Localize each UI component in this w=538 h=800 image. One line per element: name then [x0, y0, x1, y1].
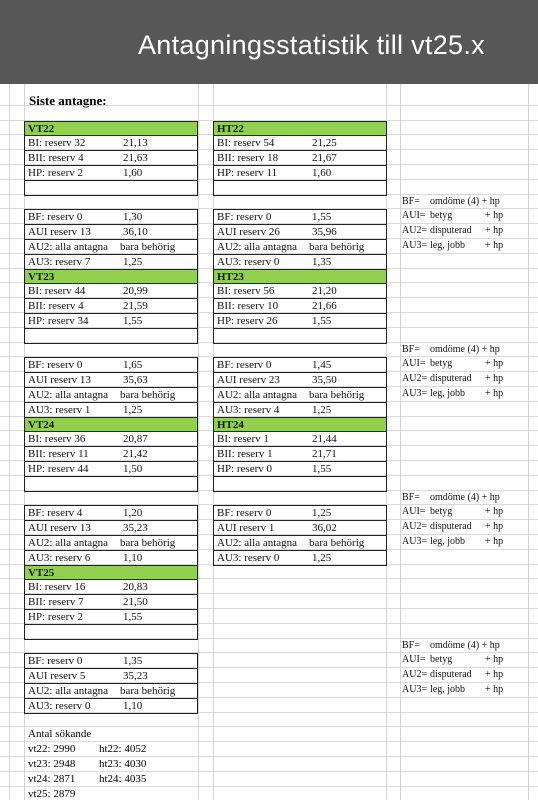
row-value: 35,63 — [123, 374, 148, 387]
term-name: HT22 — [217, 122, 244, 135]
row-label: BII: reserv 1 — [217, 448, 273, 461]
table-row[interactable] — [24, 254, 198, 269]
grid-column-line — [528, 84, 529, 800]
table-row[interactable] — [213, 505, 387, 520]
row-value: 20,87 — [123, 433, 148, 446]
row-value: 21,44 — [312, 433, 337, 446]
applicants-count: ht23: 4030 — [99, 758, 147, 770]
row-value: 1,25 — [312, 507, 332, 520]
legend-note — [402, 195, 528, 210]
row-label: HP: reserv 34 — [28, 315, 89, 327]
term-header[interactable] — [213, 417, 387, 432]
legend-text: disputerad — [430, 225, 472, 237]
row-label: BII: reserv 10 — [217, 300, 279, 313]
row-value: bara behörig — [309, 241, 365, 253]
row-label: AUI reserv 5 — [28, 670, 86, 683]
legend-text: omdöme (4) + hp — [430, 195, 500, 207]
legend-text: AU2= — [402, 225, 428, 237]
table-row[interactable] — [24, 402, 198, 417]
legend-note — [402, 209, 528, 224]
table-row[interactable] — [213, 387, 387, 402]
row-label: HP: reserv 2 — [28, 611, 83, 623]
row-label: AUI reserv 23 — [217, 374, 280, 387]
table-row[interactable] — [24, 446, 198, 461]
table-row[interactable] — [213, 372, 387, 387]
legend-text: + hp — [485, 669, 504, 681]
row-label: AU3: reserv 1 — [28, 403, 91, 416]
table-row[interactable] — [24, 283, 198, 298]
legend-text: AU2= — [402, 521, 428, 533]
table-border — [24, 713, 198, 714]
applicants-count: vt23: 2948 — [28, 758, 76, 770]
grid-column-line — [198, 84, 199, 800]
legend-text: betyg — [430, 210, 453, 222]
legend-text: leg, jobb — [430, 240, 465, 251]
table-row[interactable] — [213, 461, 387, 476]
row-value: 21,25 — [312, 137, 337, 150]
row-label: AU2: alla antagna — [28, 241, 109, 253]
grid-row — [0, 772, 538, 787]
legend-note — [402, 683, 528, 698]
legend-text: + hp — [485, 506, 504, 518]
legend-text: AU2= — [402, 669, 428, 681]
row-value: 36,10 — [123, 226, 148, 239]
table-row[interactable] — [213, 165, 387, 180]
table-border — [24, 195, 198, 196]
row-label: AU3: reserv 0 — [217, 255, 280, 268]
applicants-count: vt22: 2990 — [28, 743, 76, 756]
table-row[interactable] — [213, 520, 387, 535]
table-border — [24, 343, 198, 344]
row-label: BI: reserv 36 — [28, 433, 86, 446]
grid-row — [0, 787, 538, 800]
legend-text: BF= — [402, 343, 420, 355]
table-row[interactable] — [24, 535, 198, 550]
row-value: 1,30 — [123, 211, 143, 224]
table-row[interactable] — [24, 298, 198, 313]
row-label: BII: reserv 7 — [28, 596, 84, 609]
row-value: 1,60 — [312, 167, 332, 179]
grid-column-line — [400, 84, 401, 800]
empty-row[interactable] — [24, 328, 198, 343]
row-label: BI: reserv 1 — [217, 433, 269, 446]
term-header[interactable] — [24, 417, 198, 432]
grid-row — [0, 106, 538, 121]
legend-text: betyg — [430, 654, 453, 666]
table-row[interactable] — [213, 298, 387, 313]
row-value: 21,50 — [123, 596, 148, 609]
table-border — [213, 343, 387, 344]
table-row[interactable] — [24, 668, 198, 683]
row-label: BII: reserv 18 — [217, 152, 279, 165]
legend-text: + hp — [485, 521, 504, 533]
legend-text: AUI= — [402, 358, 426, 370]
row-label: HP: reserv 0 — [217, 463, 272, 475]
table-row[interactable] — [213, 357, 387, 372]
table-row[interactable] — [24, 209, 198, 224]
term-name: VT25 — [28, 566, 55, 579]
row-value: 35,96 — [312, 226, 337, 239]
row-value: 21,13 — [123, 137, 148, 150]
term-name: VT23 — [28, 270, 55, 283]
table-row[interactable] — [213, 550, 387, 565]
row-label: HP: reserv 2 — [28, 167, 83, 179]
row-label: AUI reserv 26 — [217, 226, 280, 239]
table-row[interactable] — [213, 239, 387, 254]
row-value: bara behörig — [309, 389, 365, 401]
row-label: BII: reserv 4 — [28, 152, 84, 165]
row-value: 1,65 — [123, 359, 143, 372]
row-value: 1,35 — [123, 655, 143, 668]
legend-text: + hp — [485, 240, 504, 251]
row-label: AU3: reserv 7 — [28, 255, 91, 268]
row-value: 1,55 — [312, 463, 332, 475]
legend-text: + hp — [485, 654, 504, 666]
grid-row — [0, 742, 538, 757]
table-row[interactable] — [24, 387, 198, 402]
row-value: 1,55 — [123, 611, 143, 623]
legend-text: BF= — [402, 195, 420, 207]
row-value: 21,67 — [312, 152, 337, 165]
row-value: 21,71 — [312, 448, 337, 461]
table-row[interactable] — [213, 431, 387, 446]
legend-text: + hp — [485, 210, 504, 222]
legend-text: BF= — [402, 491, 420, 503]
legend-note — [402, 224, 528, 239]
table-row[interactable] — [24, 165, 198, 180]
row-value: 21,66 — [312, 300, 337, 313]
legend-text: betyg — [430, 506, 453, 518]
legend-text: betyg — [430, 358, 453, 370]
table-row[interactable] — [24, 520, 198, 535]
applicants-count: ht24: 4035 — [99, 772, 147, 785]
table-row[interactable] — [24, 239, 198, 254]
row-label: BF: reserv 0 — [28, 211, 83, 224]
legend-text: leg, jobb — [430, 536, 465, 547]
table-row[interactable] — [24, 224, 198, 239]
table-row[interactable] — [24, 683, 198, 698]
table-row[interactable] — [213, 283, 387, 298]
row-label: AU3: reserv 0 — [28, 699, 91, 712]
app-header — [0, 0, 538, 84]
table-border — [213, 195, 387, 196]
table-row[interactable] — [24, 505, 198, 520]
row-value: 21,42 — [123, 448, 148, 461]
applicants-count: ht22: 4052 — [99, 743, 147, 756]
table-row[interactable] — [213, 402, 387, 417]
grid-column-line — [9, 84, 10, 800]
empty-row[interactable] — [213, 476, 387, 491]
legend-note — [402, 520, 528, 535]
row-value: 35,23 — [123, 670, 148, 683]
table-row[interactable] — [24, 461, 198, 476]
applicants-count: vt24: 2871 — [28, 772, 76, 785]
row-label: BF: reserv 0 — [217, 211, 272, 224]
row-value: 21,20 — [312, 285, 337, 298]
row-value: 21,59 — [123, 300, 148, 313]
row-label: AU3: reserv 6 — [28, 551, 91, 564]
legend-note — [402, 239, 528, 254]
document-title: Antagningsstatistik till vt25.x — [138, 30, 485, 60]
legend-text: disputerad — [430, 521, 472, 533]
table-row[interactable] — [24, 313, 198, 328]
legend-text: AU3= — [402, 536, 428, 547]
empty-row[interactable] — [213, 180, 387, 195]
row-value: 1,25 — [312, 403, 332, 416]
table-row[interactable] — [24, 550, 198, 565]
term-header[interactable] — [213, 121, 387, 136]
table-border — [24, 491, 198, 492]
table-row[interactable] — [213, 224, 387, 239]
row-value: 20,99 — [123, 285, 148, 298]
row-label: BF: reserv 0 — [217, 507, 272, 520]
legend-text: omdöme (4) + hp — [430, 491, 500, 503]
legend-note — [402, 668, 528, 683]
row-value: 21,63 — [123, 152, 148, 165]
legend-text: leg, jobb — [430, 684, 465, 695]
empty-row[interactable] — [24, 180, 198, 195]
table-row[interactable] — [213, 535, 387, 550]
legend-text: AU3= — [402, 240, 428, 251]
row-value: bara behörig — [120, 241, 176, 253]
row-label: BII: reserv 11 — [28, 448, 89, 461]
row-value: bara behörig — [309, 537, 365, 549]
row-label: AU3: reserv 4 — [217, 403, 280, 416]
table-row[interactable] — [24, 431, 198, 446]
table-row[interactable] — [213, 150, 387, 165]
table-row[interactable] — [24, 150, 198, 165]
row-value: bara behörig — [120, 685, 176, 697]
legend-note — [402, 357, 528, 372]
table-row[interactable] — [213, 209, 387, 224]
row-label: AUI reserv 13 — [28, 522, 91, 535]
spreadsheet[interactable] — [0, 84, 538, 800]
table-row[interactable] — [24, 594, 198, 609]
empty-row[interactable] — [24, 624, 198, 639]
grid-row — [0, 713, 538, 728]
legend-text: + hp — [485, 388, 504, 399]
row-value: 1,55 — [312, 315, 332, 327]
term-header[interactable] — [24, 269, 198, 284]
row-label: BI: reserv 44 — [28, 285, 86, 298]
legend-text: omdöme (4) + hp — [430, 343, 500, 355]
row-label: HP: reserv 26 — [217, 315, 278, 327]
applicants-count: vt25: 2879 — [28, 787, 76, 800]
row-value: bara behörig — [120, 389, 176, 401]
empty-row[interactable] — [213, 328, 387, 343]
legend-text: omdöme (4) + hp — [430, 639, 500, 651]
table-row[interactable] — [24, 698, 198, 713]
row-value: 1,55 — [123, 315, 143, 327]
legend-text: AU2= — [402, 373, 428, 385]
table-row[interactable] — [24, 372, 198, 387]
legend-text: + hp — [485, 358, 504, 370]
row-value: bara behörig — [120, 537, 176, 549]
table-row[interactable] — [213, 135, 387, 150]
legend-note — [402, 491, 528, 506]
legend-text: AUI= — [402, 210, 426, 222]
row-label: AU2: alla antagna — [28, 685, 109, 697]
term-name: HT24 — [217, 418, 244, 431]
table-row[interactable] — [24, 609, 198, 624]
row-label: AU2: alla antagna — [217, 241, 298, 253]
table-border — [213, 565, 387, 566]
row-label: HP: reserv 11 — [217, 167, 278, 179]
row-value: 1,10 — [123, 699, 143, 712]
table-row[interactable] — [213, 446, 387, 461]
grid-row — [0, 91, 538, 106]
legend-text: + hp — [485, 684, 504, 695]
legend-text: disputerad — [430, 373, 472, 385]
legend-text: AU3= — [402, 684, 428, 695]
legend-note — [402, 639, 528, 654]
row-label: HP: reserv 44 — [28, 463, 89, 475]
table-row[interactable] — [24, 579, 198, 594]
row-label: AU2: alla antagna — [28, 389, 109, 401]
legend-text: + hp — [485, 536, 504, 547]
legend-note — [402, 505, 528, 520]
row-value: 35,23 — [123, 522, 148, 535]
section-heading: Siste antagne: — [29, 93, 107, 108]
table-row[interactable] — [24, 653, 198, 668]
term-header[interactable] — [24, 121, 198, 136]
applicants-label: Antal sökande — [28, 728, 92, 741]
row-label: BI: reserv 32 — [28, 137, 86, 150]
legend-text: leg, jobb — [430, 388, 465, 399]
row-label: BI: reserv 54 — [217, 137, 275, 150]
legend-text: + hp — [485, 373, 504, 385]
row-label: BF: reserv 0 — [28, 359, 83, 372]
row-label: AU3: reserv 0 — [217, 551, 280, 564]
table-border — [24, 639, 198, 640]
row-value: 36,02 — [312, 522, 337, 535]
row-value: 1,25 — [123, 403, 143, 416]
term-header[interactable] — [213, 269, 387, 284]
row-label: BF: reserv 4 — [28, 507, 83, 520]
row-value: 1,35 — [312, 255, 332, 268]
row-value: 1,55 — [312, 211, 332, 224]
row-value: 20,83 — [123, 581, 148, 594]
empty-row[interactable] — [24, 476, 198, 491]
row-label: AUI reserv 13 — [28, 226, 91, 239]
legend-text: BF= — [402, 639, 420, 651]
legend-note — [402, 653, 528, 668]
row-value: 1,10 — [123, 551, 143, 564]
table-border — [213, 491, 387, 492]
legend-text: AUI= — [402, 506, 426, 518]
row-label: BI: reserv 56 — [217, 285, 275, 298]
legend-note — [402, 535, 528, 550]
row-value: 35,50 — [312, 374, 337, 387]
legend-text: disputerad — [430, 669, 472, 681]
term-name: VT24 — [28, 418, 55, 431]
row-label: AU2: alla antagna — [28, 537, 109, 549]
row-value: 1,60 — [123, 167, 143, 179]
table-row[interactable] — [24, 135, 198, 150]
legend-text: AUI= — [402, 654, 426, 666]
table-row[interactable] — [213, 254, 387, 269]
legend-text: + hp — [485, 225, 504, 237]
grid-row — [0, 757, 538, 772]
term-name: HT23 — [217, 270, 244, 283]
legend-note — [402, 343, 528, 358]
row-label: AU2: alla antagna — [217, 389, 298, 401]
row-value: 1,25 — [123, 255, 143, 268]
legend-note — [402, 387, 528, 402]
row-label: AU2: alla antagna — [217, 537, 298, 549]
term-header[interactable] — [24, 565, 198, 580]
row-value: 1,20 — [123, 507, 143, 520]
term-name: VT22 — [28, 122, 55, 135]
legend-text: AU3= — [402, 388, 428, 399]
legend-note — [402, 372, 528, 387]
table-row[interactable] — [213, 313, 387, 328]
row-value: 1,50 — [123, 463, 143, 475]
row-label: BF: reserv 0 — [217, 359, 272, 372]
row-label: BII: reserv 4 — [28, 300, 84, 313]
table-row[interactable] — [24, 357, 198, 372]
row-label: BI: reserv 16 — [28, 581, 86, 594]
row-value: 1,25 — [312, 551, 332, 564]
row-label: AUI reserv 13 — [28, 374, 91, 387]
row-label: BF: reserv 0 — [28, 655, 83, 668]
row-label: AUI reserv 1 — [217, 522, 275, 535]
row-value: 1,45 — [312, 359, 332, 372]
